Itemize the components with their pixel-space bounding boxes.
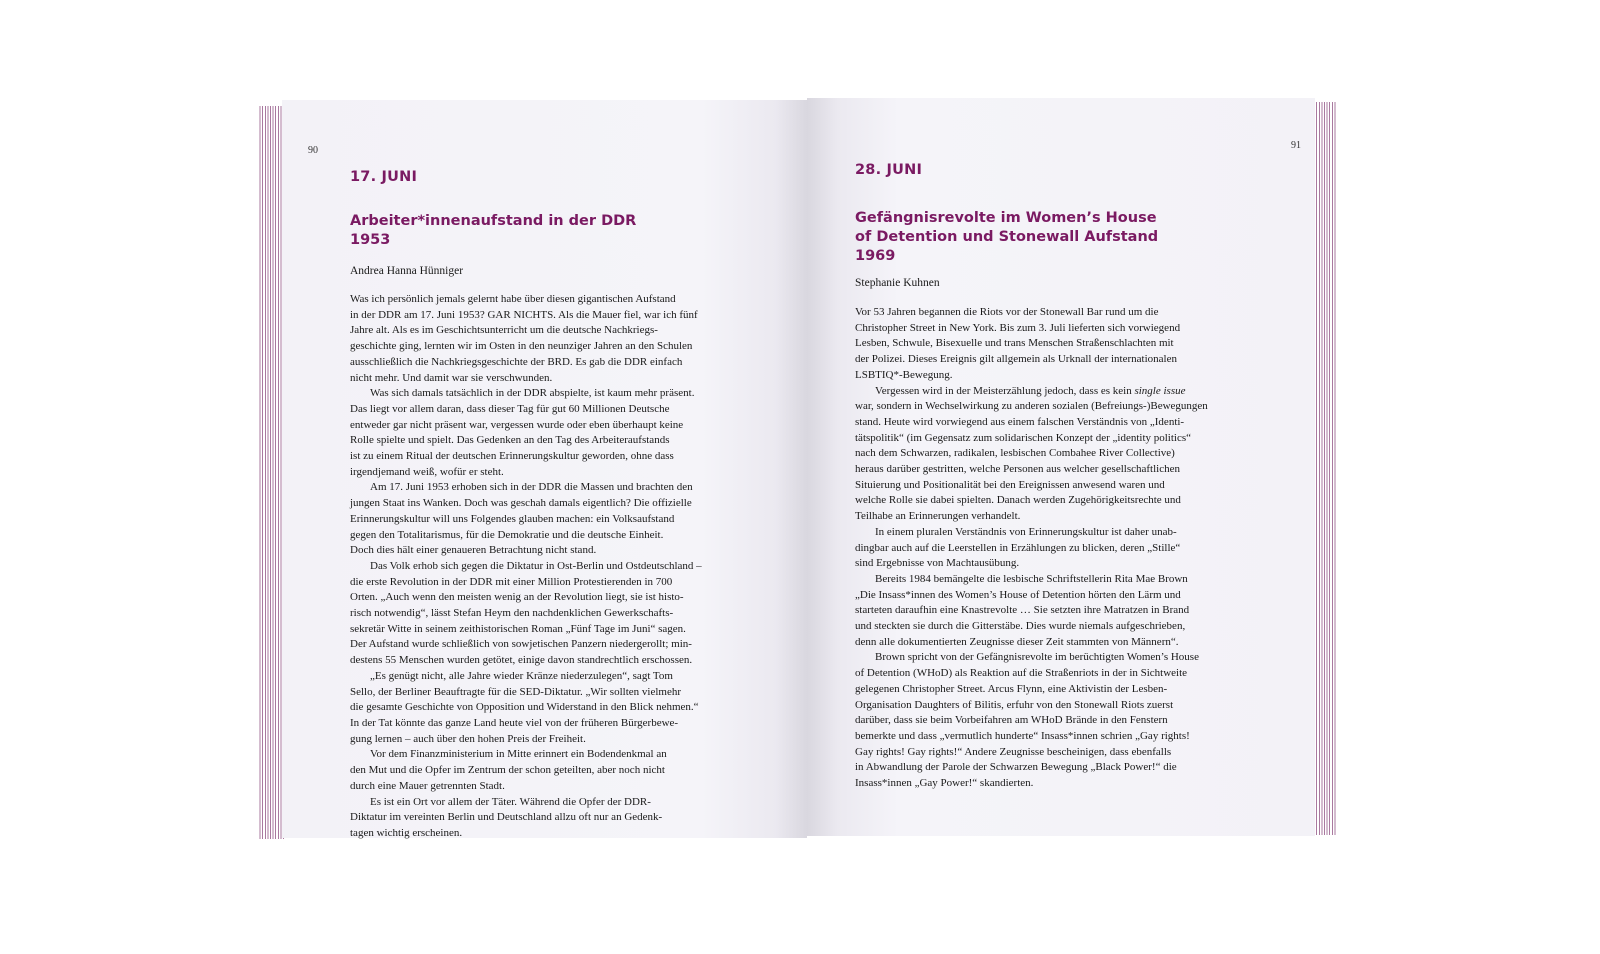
- body-text-line: ausschließlich die Nachkriegsgeschichte der BRD. Es gab die DDR einfach: [350, 355, 683, 368]
- headline-line: 1969: [855, 248, 896, 264]
- article-body: [855, 305, 1208, 792]
- body-text-line: In der Tat könnte das ganze Land heute viel von der früheren Bürgerbewe-: [350, 716, 679, 729]
- right-page: [807, 98, 1315, 836]
- body-text-line: denn alle dokumentierten Zeugnisse dieser Zeit stammten von Männern“.: [855, 635, 1179, 648]
- body-text-line: stand. Heute wird vorwiegend aus einem falschen Verständnis von „Identi-: [855, 415, 1185, 428]
- body-text-line: tätspolitik“ (im Gegensatz zum solidarischen Konzept der „identity politics“: [855, 431, 1192, 444]
- headline-line: Arbeiter*innenaufstand in der DDR: [350, 213, 637, 229]
- body-text-line: nach dem Schwarzen, radikalen, lesbischen Combahee River Collective): [855, 447, 1175, 460]
- body-text-line: LSBTIQ*-Bewegung.: [855, 368, 953, 381]
- body-text-line: Am 17. Juni 1953 erhoben sich in der DDR die Massen und brachten den: [370, 481, 693, 494]
- section-date: 28. JUNI: [855, 162, 923, 178]
- headline-line: 1953: [350, 232, 391, 248]
- headline-line: Gefängnisrevolte im Women’s House: [855, 210, 1157, 226]
- body-text-line: Vor dem Finanzministerium in Mitte erinnert ein Bodendenkmal an: [370, 748, 667, 761]
- article-headline: [855, 209, 1275, 266]
- body-text-line: Das Volk erhob sich gegen die Diktatur in Ost-Berlin und Ostdeutschland –: [370, 559, 702, 572]
- body-text-line: welche Rolle sie dabei spielten. Danach werden Zugehörigkeitsrechte und: [855, 494, 1181, 507]
- body-text-line: starteten daraufhin eine Knastrevolte … Sie setzten ihre Matratzen in Brand: [855, 604, 1190, 617]
- body-text-line: Brown spricht von der Gefängnisrevolte im berüchtigten Women’s House: [875, 651, 1199, 664]
- body-text-line: Orten. „Auch wenn den meisten wenig an der Revolution liegt, sie ist histo-: [350, 591, 684, 604]
- body-text-line: dingbar auch auf die Leerstellen in Erzählungen zu blicken, deren „Stille“: [855, 541, 1181, 554]
- left-page-stack-edge: [258, 106, 284, 839]
- author-name: Andrea Hanna Hünniger: [350, 265, 464, 277]
- headline-line: of Detention und Stonewall Aufstand: [855, 229, 1159, 245]
- body-text-line: sekretär Witte in seinem zeithistorischen Roman „Fünf Tage im Juni“ sagen.: [350, 622, 686, 635]
- body-text-line: Das liegt vor allem daran, dass dieser Tag für gut 60 Millionen Deutsche: [350, 402, 670, 415]
- section-date: 17. JUNI: [350, 169, 418, 185]
- page-number: 91: [1291, 140, 1301, 151]
- body-text-line: und steckten sie durch die Gitterstäbe. Dies wurde niemals aufgeschrieben,: [855, 620, 1186, 633]
- body-text-line: Jahre alt. Als es im Geschichtsunterricht um die deutsche Nachkriegs-: [350, 324, 658, 337]
- body-text-line: Gay rights! Gay rights!“ Andere Zeugnisse bescheinigen, dass ebenfalls: [855, 745, 1172, 758]
- body-text-line: sind Ergebnisse von Machtausübung.: [855, 557, 1020, 570]
- right-page-stack-edge: [1312, 102, 1337, 835]
- body-text-line: durch eine Mauer getrennten Stadt.: [350, 779, 505, 792]
- body-text-line: nicht mehr. Und damit war sie verschwunden.: [350, 371, 553, 384]
- body-text-line: irgendjemand weiß, wofür er steht.: [350, 465, 504, 478]
- page-number: 90: [308, 145, 318, 156]
- article-headline: [350, 212, 770, 250]
- body-text-line: jungen Staat ins Wanken. Doch was geschah damals eigentlich? Die offizielle: [350, 497, 692, 510]
- body-text-line: geschichte ging, lernten wir im Osten in den neunziger Jahren an den Schulen: [350, 340, 693, 353]
- body-text-line: Bereits 1984 bemängelte die lesbische Schriftstellerin Rita Mae Brown: [875, 572, 1188, 585]
- body-text-line: in Abwandlung der Parole der Schwarzen Bewegung „Black Power!“ die: [855, 761, 1177, 774]
- body-text-line: heraus darüber gestritten, welche Personen aus welcher gesellschaftlichen: [855, 463, 1180, 476]
- body-text-line: Insass*innen „Gay Power!“ skandierten.: [855, 777, 1034, 790]
- body-text-line: Situierung und Positionalität bei den Ereignissen anwesend waren und: [855, 478, 1165, 491]
- body-text-line: der Polizei. Dieses Ereignis gilt allgemein als Urknall der internationalen: [855, 353, 1177, 366]
- left-page: [282, 100, 807, 838]
- body-text-line: Was sich damals tatsächlich in der DDR abspielte, ist kaum mehr präsent.: [370, 387, 695, 400]
- body-text-line: entweder gar nicht präsent war, vergessen wurde oder eben überhaupt keine: [350, 418, 684, 431]
- body-text-line: „Die Insass*innen des Women’s House of Detention hörten den Lärm und: [855, 588, 1181, 601]
- body-text-line: Diktatur im vereinten Berlin und Deutschland allzu oft nur an Gedenk-: [350, 811, 663, 824]
- body-text-line: die gesamte Geschichte von Opposition und Widerstand in den Blick nehmen.“: [350, 701, 699, 714]
- body-text-line: die erste Revolution in der DDR mit einer Million Protestierenden in 700: [350, 575, 673, 588]
- body-text-line: Organisation Daughters of Bilitis, erfuhr von den Stonewall Riots zuerst: [855, 698, 1174, 711]
- body-text-line: Rolle spielte und spielt. Das Gedenken an den Tag des Arbeiteraufstands: [350, 434, 670, 447]
- body-text-line: darüber, dass sie beim Vorbeifahren am WHoD Brände in den Fenstern: [855, 714, 1168, 727]
- body-text-line: Vor 53 Jahren begannen die Riots vor der Stonewall Bar rund um die: [855, 306, 1159, 318]
- body-text-line: „Es genügt nicht, alle Jahre wieder Kränze niederzulegen“, sagt Tom: [370, 669, 673, 682]
- body-text-line: den Mut und die Opfer im Zentrum der schon geteilten, aber noch nicht: [350, 764, 665, 777]
- body-text-line: of Detention (WHoD) als Reaktion auf die Straßenriots in der in Sichtweite: [855, 667, 1188, 680]
- body-text-line: in der DDR am 17. Juni 1953? GAR NICHTS. Als die Mauer fiel, war ich fünf: [350, 308, 698, 321]
- body-text-line: destens 55 Menschen wurden getötet, einige davon standrechtlich erschossen.: [350, 654, 693, 667]
- body-text-line: Erinnerungskultur will uns Folgendes glauben machen: ein Volksaufstand: [350, 512, 675, 525]
- body-text-line: Doch dies hält einer genaueren Betrachtung nicht stand.: [350, 544, 597, 557]
- body-text-line: gelegenen Christopher Street. Arcus Flynn, eine Aktivistin der Lesben-: [855, 682, 1168, 695]
- author-name: Stephanie Kuhnen: [855, 277, 940, 289]
- body-text-line: war, sondern in Wechselwirkung zu anderen sozialen (Befreiungs-)Bewegungen: [855, 400, 1208, 413]
- body-text-line: Sello, der Berliner Beauftragte für die SED-Diktatur. „Wir sollten vielmehr: [350, 685, 681, 698]
- body-text-line: risch notwendig“, lässt Stefan Heym den nachdenklichen Gewerkschafts-: [350, 607, 674, 620]
- body-text-line: tagen wichtig erscheinen.: [350, 826, 463, 839]
- emphasis-text: single issue: [1134, 384, 1186, 397]
- body-text-line: gung lernen – auch über den hohen Preis der Freiheit.: [350, 732, 586, 745]
- body-text-line: In einem pluralen Verständnis von Erinnerungskultur ist daher unab-: [875, 525, 1177, 538]
- body-text-line: gegen den Totalitarismus, für die Demokratie und die deutsche Einheit.: [350, 528, 664, 541]
- body-text-line: Was ich persönlich jemals gelernt habe über diesen gigantischen Aufstand: [350, 293, 676, 305]
- body-text-line: bemerkte und dass „vermutlich hunderte“ Insass*innen schrien „Gay rights!: [855, 729, 1190, 742]
- body-text-line: Christopher Street in New York. Bis zum 3. Juli lieferten sich vorwiegend: [855, 321, 1181, 334]
- body-text-line: Lesben, Schwule, Bisexuelle und trans Menschen Straßenschlachten mit: [855, 337, 1174, 350]
- article-body: [350, 292, 702, 842]
- body-text-line: ist zu einem Ritual der deutschen Erinnerungskultur geworden, ohne dass: [350, 450, 674, 463]
- body-text-line: Teilhabe an Erinnerungen verhandelt.: [855, 510, 1021, 523]
- body-text-line: Es ist ein Ort vor allem der Täter. Während die Opfer der DDR-: [370, 795, 651, 808]
- body-text-line: Der Aufstand wurde schließlich von sowjetischen Panzern niedergerollt; min-: [350, 638, 692, 651]
- body-text-line: Vergessen wird in der Meisterzählung jedoch, dass es kein single issue: [875, 384, 1186, 397]
